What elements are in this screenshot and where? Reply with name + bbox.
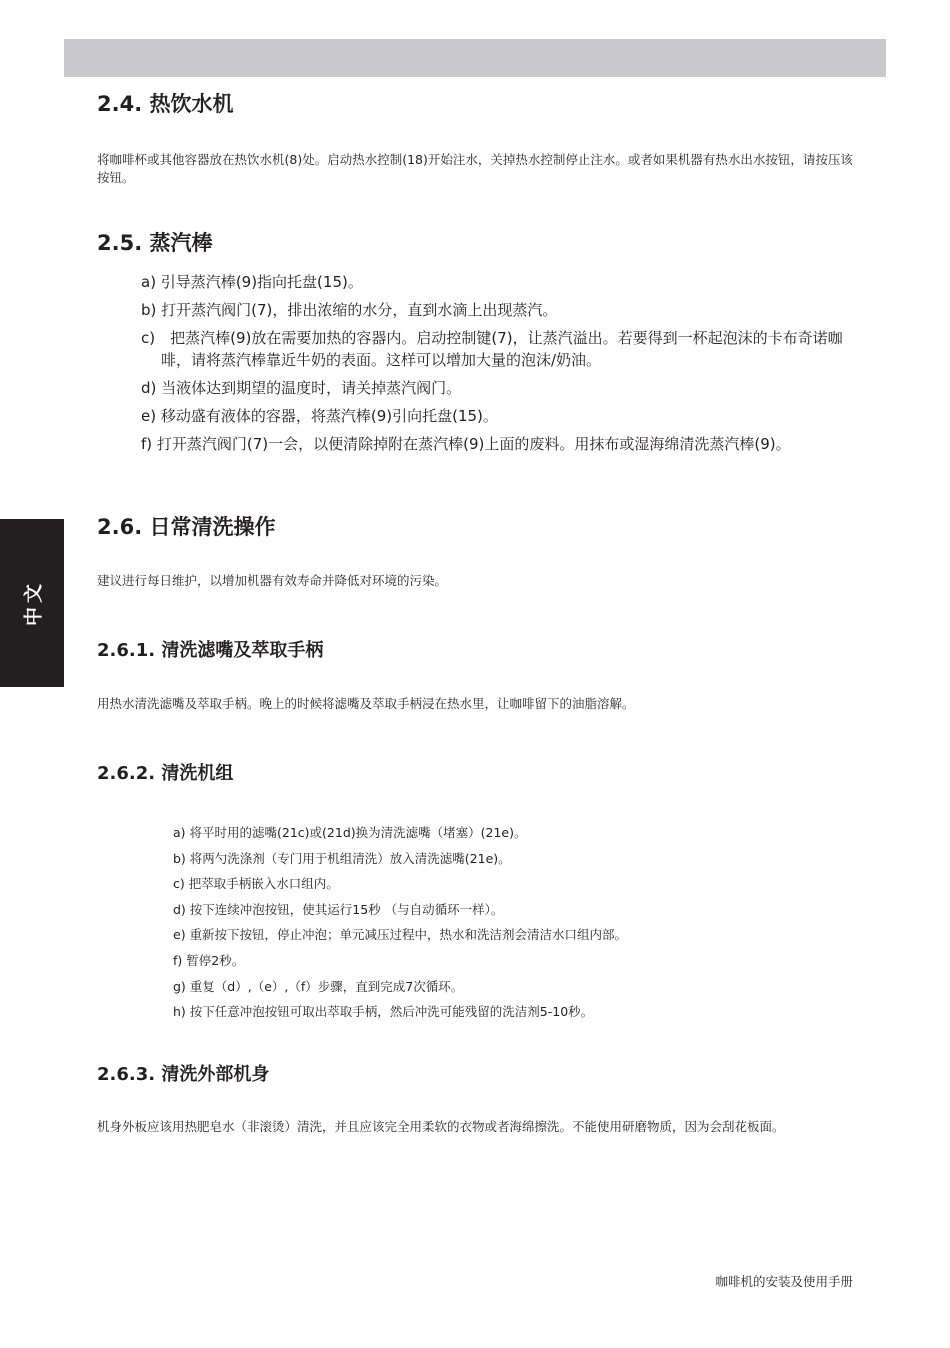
- list-item: g) 重复（d）,（e）,（f）步骤，直到完成7次循环。: [173, 978, 464, 994]
- list-item: c) 把萃取手柄嵌入水口组内。: [173, 876, 339, 892]
- group-cleaning-steps: [173, 824, 853, 1029]
- header-bar: [64, 39, 886, 77]
- list-item: e) 移动盛有液体的容器，将蒸汽棒(9)引向托盘(15)。: [141, 407, 498, 425]
- language-tab-label: 中文: [22, 579, 45, 627]
- steam-wand-steps: [141, 271, 857, 461]
- section-body-2-4: 将咖啡杯或其他容器放在热饮水机(8)处。启动热水控制(18)开始注水，关掉热水控制停止注水。或者如果机器有热水出水按钮，请按压该按钮。: [97, 152, 853, 185]
- list-item: b) 打开蒸汽阀门(7)，排出浓缩的水分，直到水滴上出现蒸汽。: [141, 301, 558, 319]
- list-item: d) 按下连续冲泡按钮，使其运行15秒 （与自动循环一样）。: [173, 901, 504, 917]
- list-item: a) 将平时用的滤嘴(21c)或(21d)换为清洗滤嘴（堵塞）(21e)。: [173, 825, 527, 840]
- language-tab: [0, 519, 64, 687]
- section-heading-2-4: 2.4. 热饮水机: [97, 92, 234, 116]
- list-item: e) 重新按下按钮，停止冲泡；单元减压过程中，热水和洗洁剂会清洁水口组内部。: [173, 927, 628, 943]
- section-heading-2-5: 2.5. 蒸汽棒: [97, 231, 213, 255]
- list-item: f) 暂停2秒。: [173, 952, 245, 968]
- list-item: h) 按下任意冲泡按钮可取出萃取手柄，然后冲洗可能残留的洗洁剂5-10秒。: [173, 1004, 594, 1020]
- list-item: c) 把蒸汽棒(9)放在需要加热的容器内。启动控制键(7)，让蒸汽溢出。若要得到一杯起泡沫的卡布奇诺咖啡，请将蒸汽棒靠近牛奶的表面。这样可以增加大量的泡沫/奶油。: [141, 329, 843, 369]
- section-heading-2-6-2: 2.6.2. 清洗机组: [97, 763, 234, 784]
- section-heading-2-6-1: 2.6.1. 清洗滤嘴及萃取手柄: [97, 640, 324, 661]
- section-body-2-6-1: 用热水清洗滤嘴及萃取手柄。晚上的时候将滤嘴及萃取手柄浸在热水里，让咖啡留下的油脂溶解。: [97, 696, 635, 711]
- page-footer: 咖啡机的安装及使用手册: [715, 1274, 853, 1289]
- list-item: a) 引导蒸汽棒(9)指向托盘(15)。: [141, 273, 363, 291]
- list-item: d) 当液体达到期望的温度时，请关掉蒸汽阀门。: [141, 379, 462, 397]
- section-heading-2-6-3: 2.6.3. 清洗外部机身: [97, 1064, 270, 1085]
- list-item: b) 将两勺洗涤剂（专门用于机组清洗）放入清洗滤嘴(21e)。: [173, 850, 511, 866]
- section-heading-2-6: 2.6. 日常清洗操作: [97, 515, 276, 539]
- section-body-2-6-3: 机身外板应该用热肥皂水（非滚烫）清洗，并且应该完全用柔软的衣物或者海绵擦洗。不能使用研磨物质，因为会刮花板面。: [97, 1119, 785, 1134]
- section-body-2-6: 建议进行每日维护，以增加机器有效寿命并降低对环境的污染。: [97, 573, 448, 588]
- list-item: f) 打开蒸汽阀门(7)一会，以便清除掉附在蒸汽棒(9)上面的废料。用抹布或湿海绵清洗蒸汽棒(9)。: [141, 435, 791, 453]
